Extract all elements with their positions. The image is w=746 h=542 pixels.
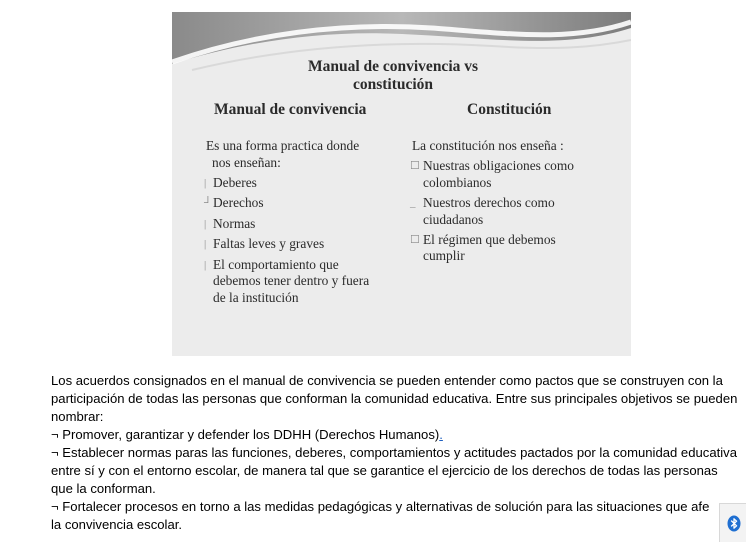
right-list-item: ☐ El régimen que debemos cumplir — [410, 231, 556, 264]
right-list-item: _ Nuestros derechos como ciudadanos — [410, 194, 555, 227]
slide-image — [172, 12, 631, 356]
bullet-icon: ☐ — [410, 233, 420, 246]
left-list-item: | Deberes — [204, 174, 257, 190]
left-list-item: | Faltas leves y graves — [204, 236, 325, 252]
left-intro-line-1: Es una forma practica donde — [206, 138, 360, 153]
right-intro: La constitución nos enseña : — [412, 138, 564, 153]
right-column — [412, 138, 622, 265]
system-tray[interactable] — [719, 503, 746, 542]
bullet-icon: | — [204, 258, 207, 271]
document-body[interactable] — [51, 372, 741, 534]
left-column-heading: Manual de convivencia — [214, 101, 367, 118]
left-intro-line-2: nos enseñan: — [212, 154, 281, 170]
link-period[interactable]: . — [439, 427, 443, 442]
left-list-item: ┘ Derechos — [204, 195, 264, 211]
left-intro — [206, 138, 406, 171]
left-list-item: | El comportamiento que debemos tener dentro y fuera de la institución — [204, 256, 370, 305]
bullet-icon: ☐ — [410, 160, 420, 173]
left-list-item: | Normas — [204, 215, 256, 231]
bullet-icon: | — [204, 217, 207, 230]
objective-item: ¬ Fortalecer procesos en torno a las medidas pedagógicas y alternativas de solución para las situaciones que afe — [51, 499, 710, 514]
objective-item: ¬ Establecer normas paras las funciones, deberes, comportamientos y actitudes pactados por la comunidad educativa entre sí y con el entorno escolar, de manera tal que se garantice el ejercicio de los derechos de todas las personas que la conforman. — [51, 445, 737, 496]
slide-title-line-2: constitución — [352, 76, 434, 93]
intro-paragraph: Los acuerdos consignados en el manual de convivencia se pueden entender como pactos que se construyen con la participación de todas las personas que conforman la comunidad educativa. Entre sus principales objetivos se pueden nombrar: — [51, 373, 738, 424]
bullet-icon: ┘ — [204, 197, 212, 210]
objective-item-continuation: la convivencia escolar. — [51, 517, 183, 532]
slide-title-line-1: Manual de convivencia vs — [307, 58, 479, 75]
left-column — [206, 138, 406, 306]
bullet-icon: _ — [410, 196, 416, 209]
slide-title — [172, 58, 614, 94]
bullet-icon: | — [204, 176, 207, 189]
bluetooth-icon[interactable] — [727, 515, 741, 532]
right-list-item: ☐ Nuestras obligaciones como colombianos — [410, 158, 574, 190]
right-column-heading: Constitución — [467, 101, 552, 118]
objective-item: ¬ Promover, garantizar y defender los DDHH (Derechos Humanos). — [51, 427, 443, 442]
bullet-icon: | — [204, 238, 207, 251]
